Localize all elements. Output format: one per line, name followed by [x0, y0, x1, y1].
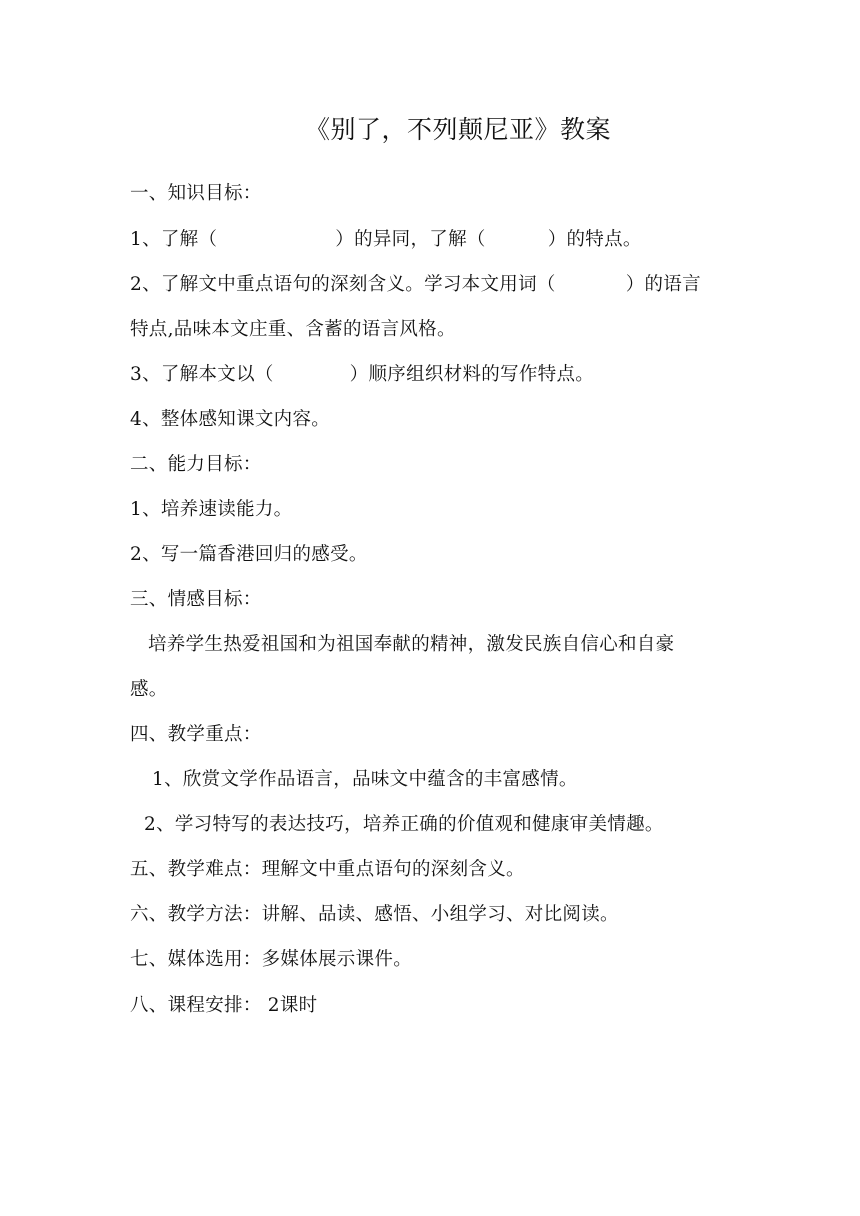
section-heading-emotion: 三、情感目标： [130, 589, 262, 610]
key-point-item-1: 1、欣赏文学作品语言，品味文中蕴含的丰富感情。 [152, 769, 578, 790]
knowledge-item-2-part-a: 2、了解文中重点语句的深刻含义。学习本文用词（ [130, 274, 556, 295]
knowledge-item-1-part-a: 1、了解（ [130, 229, 218, 250]
section-heading-ability: 二、能力目标： [130, 454, 262, 475]
knowledge-item-2 [130, 271, 740, 299]
document-title: 《别了，不列颠尼亚》教案 [304, 115, 611, 144]
emotion-paragraph: 培养学生热爱祖国和为祖国奉献的精神，激发民族自信心和自豪 [148, 634, 675, 655]
key-point-item-2: 2、学习特写的表达技巧，培养正确的价值观和健康审美情趣。 [144, 814, 664, 835]
section-media: 七、媒体选用：多媒体展示课件。 [130, 949, 413, 970]
section-schedule: 八、课程安排： 2课时 [130, 995, 318, 1016]
ability-item-2: 2、写一篇香港回归的感受。 [130, 544, 368, 565]
emotion-paragraph-continued: 感。 [130, 679, 168, 700]
knowledge-item-1-part-c: ）的特点。 [547, 229, 642, 250]
section-heading-key-points: 四、教学重点： [130, 724, 262, 745]
section-methods: 六、教学方法：讲解、品读、感悟、小组学习、对比阅读。 [130, 904, 619, 925]
knowledge-item-2-continued: 特点,品味本文庄重、含蓄的语言风格。 [130, 319, 456, 340]
knowledge-item-1 [130, 226, 740, 254]
knowledge-item-4: 4、整体感知课文内容。 [130, 409, 331, 430]
knowledge-item-3-part-a: 3、了解本文以（ [130, 364, 274, 385]
knowledge-item-3 [130, 361, 740, 389]
knowledge-item-3-part-b: ）顺序组织材料的写作特点。 [349, 364, 595, 385]
section-difficulty: 五、教学难点：理解文中重点语句的深刻含义。 [130, 859, 525, 880]
ability-item-1: 1、培养速读能力。 [130, 499, 293, 520]
knowledge-item-1-part-b: ）的异同，了解（ [335, 229, 486, 250]
section-heading-knowledge: 一、知识目标： [130, 183, 262, 204]
knowledge-item-2-part-b: ）的语言 [625, 274, 701, 295]
